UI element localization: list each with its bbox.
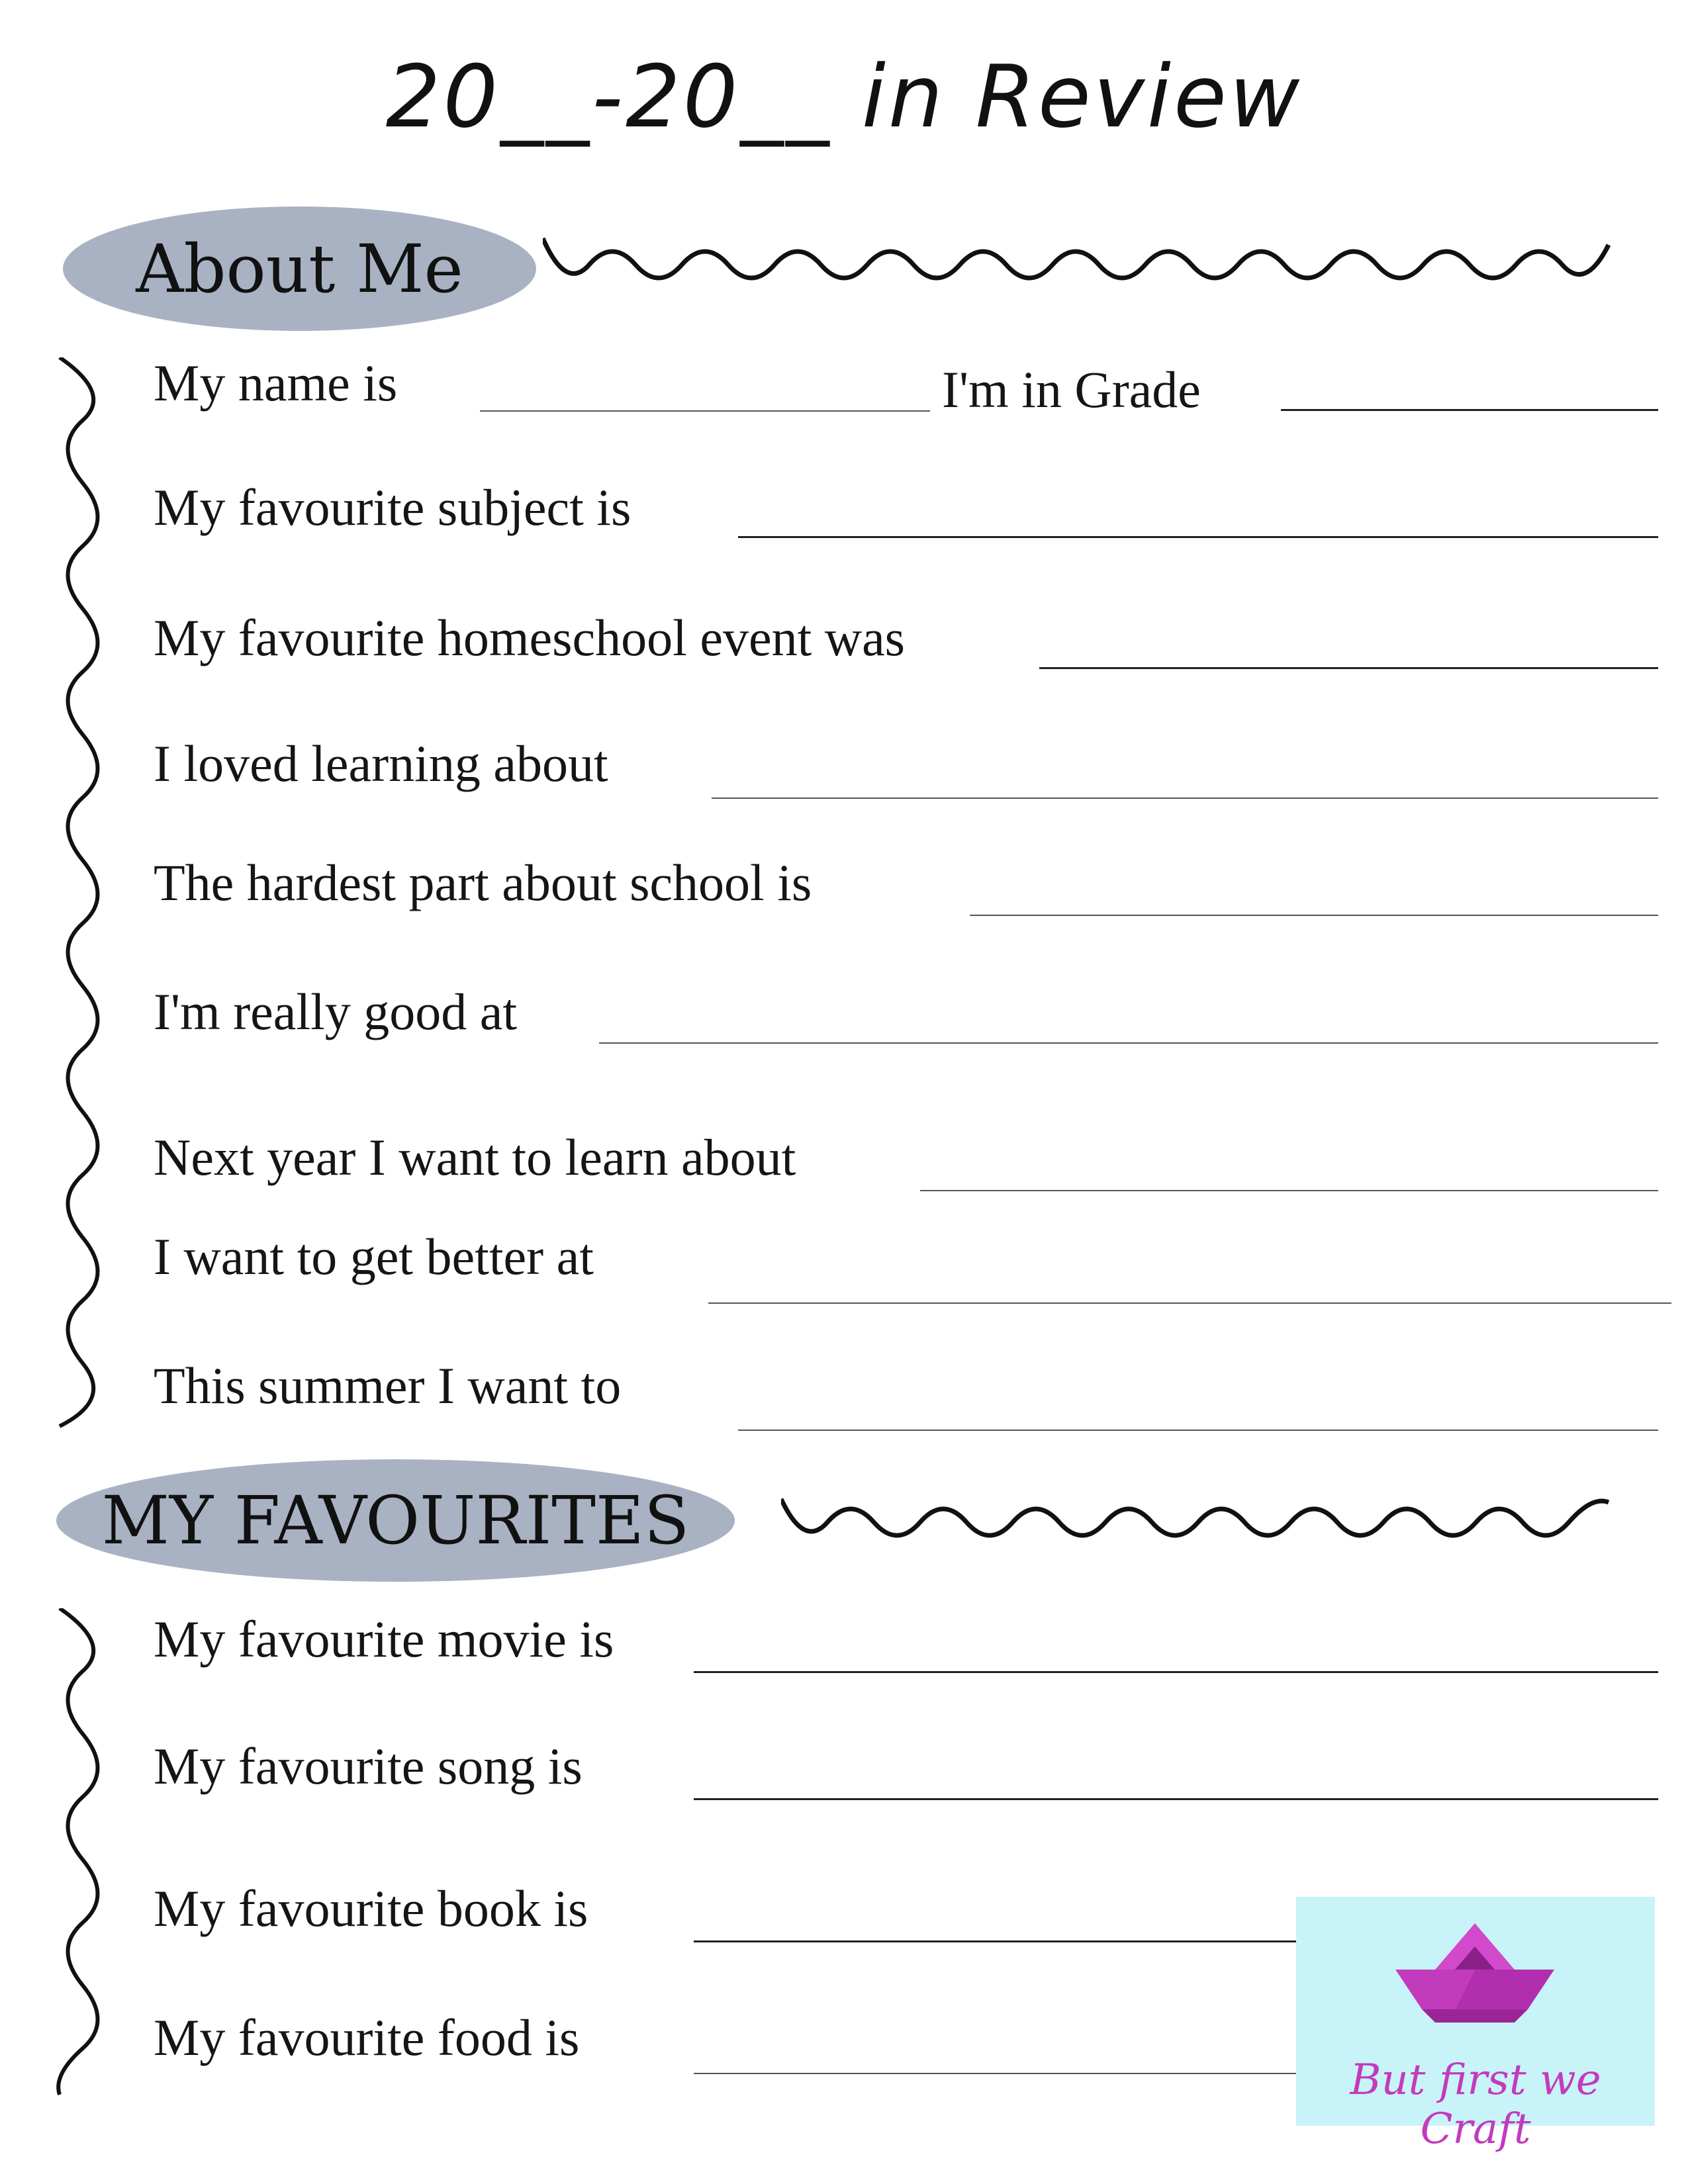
favourites-heading: MY FAVOURITES [101,1482,690,1559]
decorative-wave-favourites [781,1486,1615,1559]
favourites-heading-badge [56,1459,735,1582]
page-title: 20__-20__ in Review [385,46,1303,147]
food-label: My favourite food is [154,2009,580,2066]
subject-input-line[interactable] [738,536,1658,538]
loved-input-line[interactable] [712,797,1658,799]
summer-label: This summer I want to [154,1357,622,1414]
book-input-line[interactable] [694,1940,1296,1942]
subject-label: My favourite subject is [154,478,632,536]
paper-boat-icon [1296,1910,1655,2042]
brand-logo [1296,1897,1655,2154]
good-label: I'm really good at [154,983,518,1040]
hardest-label: The hardest part about school is [154,854,812,911]
event-label: My favourite homeschool event was [154,609,906,666]
name-label: My name is [154,354,398,412]
book-label: My favourite book is [154,1880,588,1937]
brand-logo-text: But first we Craft [1350,2056,1601,2154]
song-label: My favourite song is [154,1737,583,1795]
summer-input-line[interactable] [738,1430,1658,1431]
hardest-input-line[interactable] [970,915,1658,916]
food-input-line[interactable] [694,2073,1296,2074]
name-input-line[interactable] [480,410,930,412]
movie-input-line[interactable] [694,1671,1658,1673]
grade-input-line[interactable] [1281,409,1658,411]
decorative-wave-left-favourites [53,1608,113,2098]
decorative-wave-top [543,225,1628,304]
next-input-line[interactable] [920,1190,1658,1191]
about-me-heading: About Me [136,230,463,308]
grade-label: I'm in Grade [942,361,1201,418]
movie-label: My favourite movie is [154,1610,614,1668]
better-label: I want to get better at [154,1228,594,1285]
decorative-wave-left-about [53,357,113,1430]
song-input-line[interactable] [694,1798,1658,1800]
event-input-line[interactable] [1039,667,1658,669]
good-input-line[interactable] [599,1042,1658,1044]
better-input-line[interactable] [708,1302,1671,1304]
loved-label: I loved learning about [154,735,608,792]
about-me-heading-badge [63,206,536,331]
next-label: Next year I want to learn about [154,1128,796,1186]
